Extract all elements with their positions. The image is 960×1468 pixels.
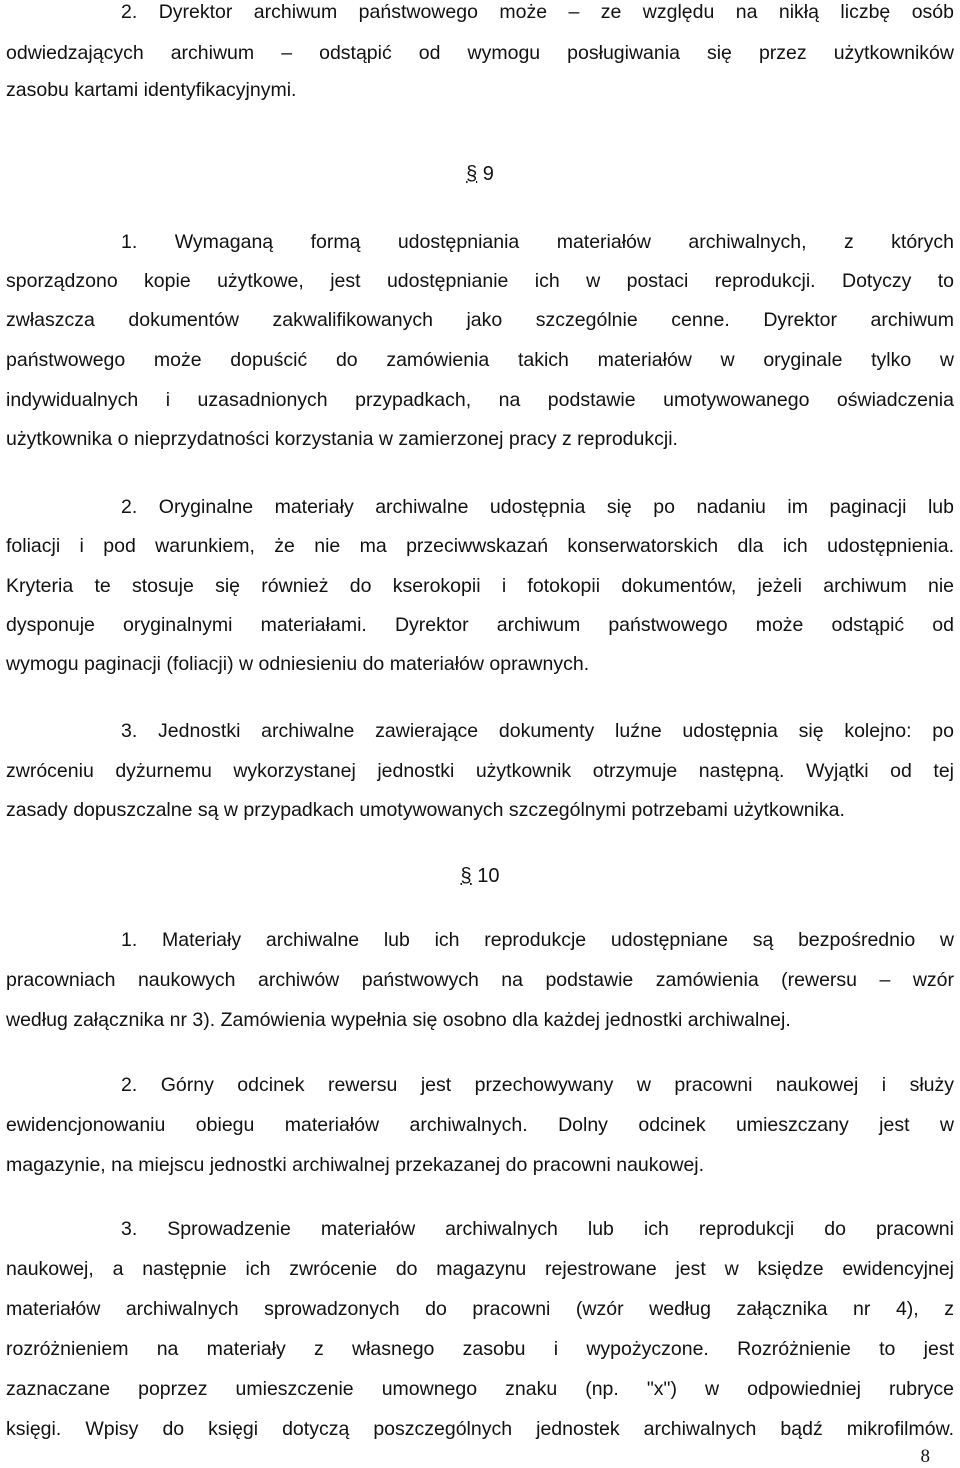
paragraph-line: księgi. Wpisy do księgi dotyczą poszczególnych jednostek archiwalnych bądź mikrofilmów. xyxy=(6,1418,954,1440)
section-symbol: § xyxy=(466,163,478,185)
paragraph-line: indywidualnych i uzasadnionych przypadkach, na podstawie umotywowanego oświadczenia xyxy=(6,389,954,411)
paragraph-line: wymogu paginacji (foliacji) w odniesieniu do materiałów oprawnych. xyxy=(6,653,590,675)
paragraph-line: pracowniach naukowych archiwów państwowych na podstawie zamówienia (rewersu – wzór xyxy=(6,969,954,991)
paragraph-line: magazynie, na miejscu jednostki archiwalnej przekazanej do pracowni naukowej. xyxy=(6,1154,705,1176)
paragraph-line: ewidencjonowaniu obiegu materiałów archiwalnych. Dolny odcinek umieszczany jest w xyxy=(6,1114,954,1136)
paragraph-line: Kryteria te stosuje się również do kserokopii i fotokopii dokumentów, jeżeli archiwum nie xyxy=(6,575,954,597)
paragraph-line: 2. Dyrektor archiwum państwowego może – ze względu na nikłą liczbę osób xyxy=(121,1,954,23)
paragraph-line: zwróceniu dyżurnemu wykorzystanej jednostki użytkownik otrzymuje następną. Wyjątki od tej xyxy=(6,760,954,782)
paragraph-line: 1. Wymaganą formą udostępniania materiałów archiwalnych, z których xyxy=(121,231,954,253)
paragraph-line: materiałów archiwalnych sprowadzonych do pracowni (wzór według załącznika nr 4), z xyxy=(6,1298,954,1320)
paragraph-line: foliacji i pod warunkiem, że nie ma przeciwwskazań konserwatorskich dla ich udostępnienia. xyxy=(6,535,954,557)
paragraph-line: według załącznika nr 3). Zamówienia wypełnia się osobno dla każdej jednostki archiwalnej. xyxy=(6,1009,791,1031)
section-number: 10 xyxy=(477,865,500,887)
paragraph-line: zwłaszcza dokumentów zakwalifikowanych jako szczególnie cenne. Dyrektor archiwum xyxy=(6,309,954,331)
paragraph-line: użytkownika o nieprzydatności korzystania w zamierzonej pracy z reprodukcji. xyxy=(6,428,678,450)
section-heading-10 xyxy=(0,864,960,888)
section-heading-9 xyxy=(0,162,960,186)
paragraph-line: 3. Jednostki archiwalne zawierające dokumenty luźne udostępnia się kolejno: po xyxy=(121,720,954,742)
paragraph-line: rozróżnieniem na materiały z własnego zasobu i wypożyczone. Rozróżnienie to jest xyxy=(6,1338,954,1360)
section-number: 9 xyxy=(482,163,494,185)
paragraph-line: zaznaczane poprzez umieszczenie umownego znaku (np. "x") w odpowiedniej rubryce xyxy=(6,1378,954,1400)
page-number: 8 xyxy=(920,1446,930,1467)
paragraph-line: 3. Sprowadzenie materiałów archiwalnych lub ich reprodukcji do pracowni xyxy=(121,1218,954,1240)
paragraph-line: zasobu kartami identyfikacyjnymi. xyxy=(6,79,297,101)
section-symbol: § xyxy=(460,865,472,887)
paragraph-line: 2. Górny odcinek rewersu jest przechowywany w pracowni naukowej i służy xyxy=(121,1074,954,1096)
paragraph-line: sporządzono kopie użytkowe, jest udostępnianie ich w postaci reprodukcji. Dotyczy to xyxy=(6,270,954,292)
paragraph-line: dysponuje oryginalnymi materiałami. Dyrektor archiwum państwowego może odstąpić od xyxy=(6,614,954,636)
paragraph-line: 1. Materiały archiwalne lub ich reprodukcje udostępniane są bezpośrednio w xyxy=(121,929,954,951)
paragraph-line: 2. Oryginalne materiały archiwalne udostępnia się po nadaniu im paginacji lub xyxy=(121,496,954,518)
paragraph-line: zasady dopuszczalne są w przypadkach umotywowanych szczególnymi potrzebami użytkownika. xyxy=(6,799,845,821)
paragraph-line: państwowego może dopuścić do zamówienia takich materiałów w oryginale tylko w xyxy=(6,349,954,371)
paragraph-line: odwiedzających archiwum – odstąpić od wymogu posługiwania się przez użytkowników xyxy=(6,42,954,64)
paragraph-line: naukowej, a następnie ich zwrócenie do magazynu rejestrowane jest w księdze ewidencyjnej xyxy=(6,1258,954,1280)
